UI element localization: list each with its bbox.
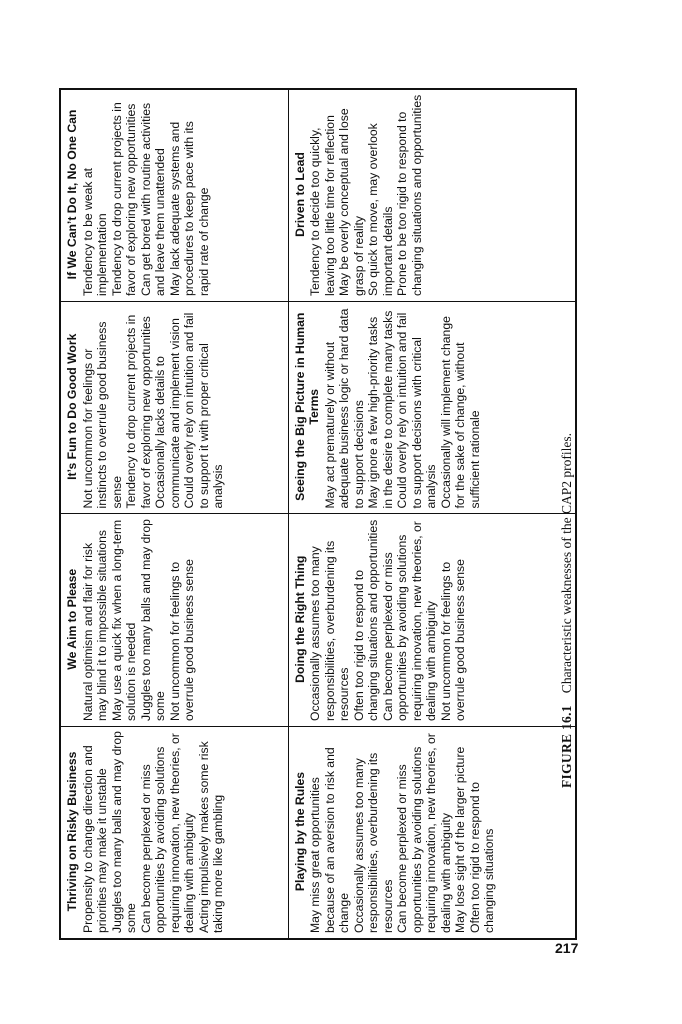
cell-list bbox=[323, 305, 483, 509]
figure-caption-text: Characteristic weaknesses of the CAP2 profiles. bbox=[559, 433, 574, 694]
cell-title: If We Can’t Do It, No One Can bbox=[65, 109, 79, 280]
list-item: Not uncommon for feelings to overrule good business sense bbox=[438, 559, 468, 721]
cell-list bbox=[308, 93, 424, 296]
list-item: Could overly rely on intuition and fail to support it with proper critical analysis bbox=[182, 312, 225, 509]
list-item: Juggles too many balls and may drop some bbox=[138, 519, 167, 721]
list-item: Tendency to drop current projects in favor of exploring new opportunities bbox=[124, 314, 153, 509]
list-item: Occasionally lacks details to communicate and implement vision bbox=[153, 318, 182, 509]
list-item: Not uncommon for feelings or instincts to overrule good business sense bbox=[80, 321, 124, 509]
table-cell bbox=[60, 514, 288, 727]
cell-title: Doing the Right Thing bbox=[292, 555, 307, 683]
list-item: Tendency to drop current projects in favor of exploring new opportunities bbox=[109, 102, 138, 296]
list-item: Prone to be too rigid to respond to changing situations and opportunities bbox=[395, 94, 424, 296]
list-item: Can become perplexed or miss opportunities by avoiding solutions requiring innovation, new theories, or dealing with ambiguity bbox=[138, 733, 196, 933]
rotated-figure bbox=[59, 64, 579, 940]
table-cell bbox=[288, 302, 576, 515]
cell-title: Thriving on Risky Business bbox=[65, 751, 79, 912]
table-cell bbox=[288, 514, 576, 727]
list-item: Occasionally assumes too many responsibilities, overburdening its resources bbox=[308, 540, 352, 721]
table-row bbox=[288, 89, 576, 939]
list-item: So quick to move, may overlook important details bbox=[366, 123, 395, 296]
list-item: May use a quick fix when a long-term solution is needed bbox=[109, 519, 138, 721]
cell-title: Driven to Lead bbox=[292, 152, 307, 237]
list-item: May lack adequate systems and procedures to keep pace with its rapid rate of change bbox=[167, 121, 211, 296]
table-cell bbox=[288, 89, 576, 302]
figure-label: FIGURE 16.1 bbox=[559, 705, 574, 788]
cell-title: Seeing the Big Picture in Human Terms bbox=[292, 312, 322, 501]
cell-title: It’s Fun to Do Good Work bbox=[65, 333, 79, 480]
list-item: Tendency to be weak at implementation bbox=[80, 167, 109, 296]
cell-title: We Aim to Please bbox=[65, 568, 79, 670]
list-item: Often too rigid to respond to changing situations and opportunities bbox=[351, 519, 381, 721]
list-item: May lose sight of the larger picture bbox=[453, 746, 468, 933]
list-item: Can get bored with routine activities and leave them unattended bbox=[138, 102, 167, 296]
list-item: Could overly rely on intuition and fail to support decisions with critical analysis bbox=[395, 312, 439, 509]
list-item: May act prematurely or without adequate business logic or hard data to support decisions bbox=[322, 308, 366, 509]
list-item: Occasionally will implement change for the sake of change, without sufficient rationale bbox=[438, 316, 482, 509]
list-item: Often too rigid to respond to changing situations bbox=[467, 781, 497, 933]
list-item: May miss great opportunities because of an aversion to risk and change bbox=[308, 747, 352, 933]
cell-list bbox=[81, 305, 226, 509]
weaknesses-table bbox=[59, 88, 577, 940]
page-number: 217 bbox=[555, 940, 579, 956]
list-item: Tendency to decide too quickly, leaving too little time for reflection bbox=[308, 115, 337, 296]
list-item: Not uncommon for feelings to overrule good business sense bbox=[167, 559, 196, 721]
list-item: Occasionally assumes too many responsibilities, overburdening its resources bbox=[351, 752, 395, 933]
list-item: May ignore a few high-priority tasks in the desire to complete many tasks bbox=[366, 310, 395, 509]
list-item: Juggles too many balls and may drop some bbox=[109, 731, 138, 933]
table-cell bbox=[288, 727, 576, 940]
cell-list bbox=[81, 730, 226, 933]
list-item: May be overly conceptual and lose grasp of reality bbox=[337, 108, 366, 296]
list-item: Natural optimism and flair for risk may blind it to impossible situations bbox=[80, 529, 109, 721]
table-cell bbox=[60, 727, 288, 940]
cell-title: Playing by the Rules bbox=[292, 771, 307, 892]
cell-list bbox=[308, 730, 497, 933]
table-cell bbox=[60, 89, 288, 302]
table-cell bbox=[60, 302, 288, 515]
cell-list bbox=[81, 93, 212, 296]
cell-list bbox=[81, 518, 197, 722]
figure-caption bbox=[559, 228, 575, 788]
list-item: Acting impulsively makes some risk taking more like gambling bbox=[196, 741, 225, 933]
cell-list bbox=[308, 518, 468, 722]
list-item: Can become perplexed or miss opportunities by avoiding solutions requiring innovation, new theories, or dealing with ambiguity bbox=[380, 521, 439, 721]
table-row bbox=[60, 89, 288, 939]
list-item: Can become perplexed or miss opportunities by avoiding solutions requiring innovation, new theories, or dealing with ambiguity bbox=[395, 733, 453, 933]
list-item: Propensity to change direction and priorities may make it unstable bbox=[80, 745, 109, 933]
